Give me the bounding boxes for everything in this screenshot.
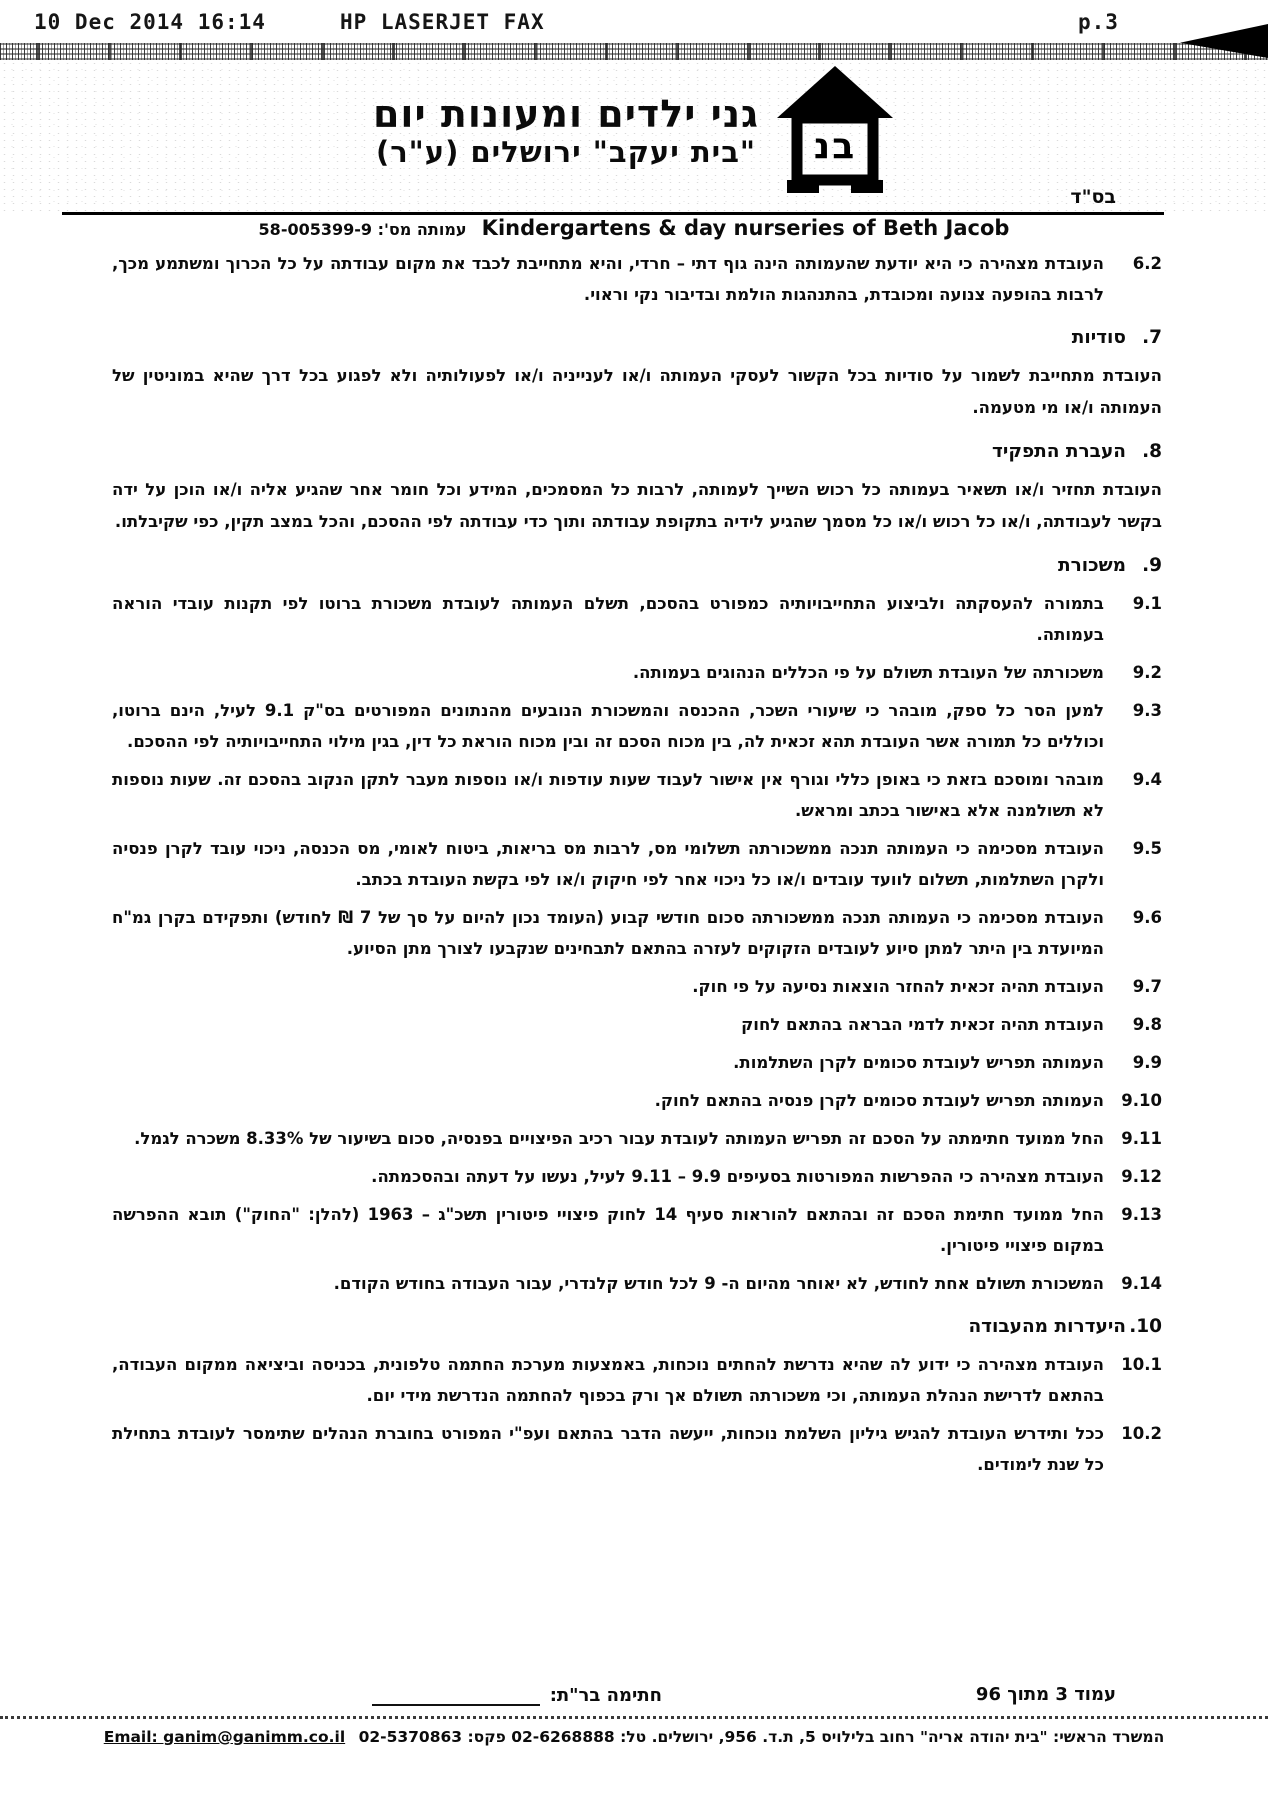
clause-number: 9.5 <box>1132 839 1162 858</box>
clause-text: מובהר ומוסכם בזאת כי באופן כללי וגורף אין אישור לעבוד שעות עודפות ו/או נוספות מעבר לתקן הנקוב בהסכם זה. שעות נוספות לא תשולמנה אלא באישור בכתב ומראש. <box>112 770 1104 820</box>
contract-clause <box>112 695 1162 757</box>
contract-clause <box>112 1009 1162 1040</box>
clause-text: העובדת תהיה זכאית לדמי הבראה בהתאם לחוק <box>741 1015 1104 1034</box>
clause-text: משכורת <box>1057 555 1126 576</box>
clause-text: העובדת מצהירה כי ידוע לה שהיא נדרשת להחתים נוכחות, באמצעות מערכת החתמה טלפונית, בכניסה וביציאה ממקום העבודה, בהתאם לדרישת הנהלת העמותה, וכי משכורתה תשולם אך ורק בכפוף להחתמה הנדרשת מידי יום. <box>112 1355 1104 1405</box>
clause-number: 7. <box>1142 327 1162 348</box>
logo-row <box>0 60 1268 198</box>
clause-number: 9. <box>1142 555 1162 576</box>
contract-clause <box>112 1418 1162 1480</box>
house-logo-icon <box>775 64 895 198</box>
clause-text: העובדת תהיה זכאית להחזר הוצאות נסיעה על פי חוק. <box>692 977 1104 996</box>
clause-number: 9.6 <box>1132 908 1162 927</box>
contract-clause <box>112 971 1162 1002</box>
fax-timestamp: 10 Dec 2014 16:14 <box>34 10 266 34</box>
clause-number: 9.1 <box>1132 594 1162 613</box>
organization-name-english: Kindergartens & day nurseries of Beth Jacob <box>481 216 1010 240</box>
contract-sections <box>0 240 1268 1487</box>
contract-clause <box>112 248 1162 310</box>
page-indicator: עמוד 3 מתוך 96 <box>975 1684 1116 1705</box>
contract-clause <box>112 360 1162 424</box>
contract-clause <box>112 1123 1162 1154</box>
clause-number: 9.10 <box>1121 1091 1162 1110</box>
clause-text: בתמורה להעסקתה ולביצוע התחייבויותיה כמפורט בהסכם, תשלם העמותה לעובדת משכורת ברוטו לפי תקנות עובדי הוראה בעמותה. <box>112 594 1104 644</box>
signature-label: חתימה בר"ת: <box>549 1685 662 1706</box>
clause-number: 9.7 <box>1132 977 1162 996</box>
clause-text: העובדת מסכימה כי העמותה תנכה ממשכורתה סכום חודשי קבוע (העומד נכון להיום על סך של 7 ₪ לחודש) ותפקידם בקרן גמ"ח המיועדת בין היתר למתן סיוע לעובדים הזקוקים לעזרה בהתאם לתבחינים שנקבעו לצורך מתן הסיוע. <box>112 908 1104 958</box>
clause-text: העמותה תפריש לעובדת סכומים לקרן השתלמות. <box>733 1053 1104 1072</box>
clause-text: היעדרות מהעבודה <box>968 1316 1126 1337</box>
clause-text: למען הסר כל ספק, מובהר כי שיעורי השכר, ההכנסה והמשכורת הנובעים מהנתונים המפורטים בס"ק 9.1 לעיל, הינם ברוטו, וכוללים כל תמורה אשר העובדת תהא זכאית לה, בין מכוח הסכם זה ובין מכוח הוראת כל דין, בגין מילוי התחייבויותיה לפי ההסכם. <box>112 701 1104 751</box>
letterhead <box>0 60 1268 212</box>
clause-number: 10.1 <box>1121 1355 1162 1374</box>
clause-text: סודיות <box>1071 327 1126 348</box>
contract-clause <box>112 833 1162 895</box>
clause-text: העובדת מסכימה כי העמותה תנכה ממשכורתה תשלומי מס, לרבות מס בריאות, ביטוח לאומי, מס הכנסה, ניכוי עובד לקרן פנסיה ולקרן השתלמות, תשלום לוועד עובדים ו/או כל ניכוי אחר לפי חיקוק ו/או לפי בקשת העובדת בכתב. <box>112 839 1104 889</box>
clause-text: העברת התפקיד <box>992 441 1126 462</box>
clause-number: 9.8 <box>1132 1015 1162 1034</box>
contract-clause <box>112 1268 1162 1299</box>
clause-number: 9.13 <box>1121 1205 1162 1224</box>
clause-text: ככל ותידרש העובדת להגיש גיליון השלמת נוכחות, ייעשה הדבר בהתאם ועפ"י המפורט בחוברת הנהלים שתימסר לעובדת בתחילת כל שנת לימודים. <box>112 1424 1104 1474</box>
contract-clause <box>112 1349 1162 1411</box>
section-heading <box>112 551 1162 581</box>
clause-text: החל ממועד חתימתה על הסכם זה תפריש העמותה לעובדת עבור רכיב הפיצויים בפנסיה, סכום בשיעור של 8.33% משכרה לגמל. <box>134 1129 1104 1148</box>
bsd-mark: בס"ד <box>1070 186 1116 208</box>
clause-number: 9.3 <box>1132 701 1162 720</box>
letterhead-subtitle <box>0 216 1268 240</box>
contract-clause <box>112 902 1162 964</box>
contract-clause <box>112 1047 1162 1078</box>
section-heading <box>112 323 1162 353</box>
clause-number: 10. <box>1129 1316 1162 1337</box>
letterhead-divider <box>62 212 1164 215</box>
fax-noise-band <box>0 43 1268 60</box>
clause-number: 10.2 <box>1121 1424 1162 1443</box>
contact-line <box>0 1728 1268 1746</box>
fax-page-number: p.3 <box>1078 10 1119 34</box>
head-office-address: המשרד הראשי: "בית יהודה אריה" רחוב בלילויס 5, ת.ד. 956, ירושלים. טל: 02-6268888 פקס: 02-5370863 <box>358 1728 1165 1746</box>
footer-row <box>0 1684 1268 1714</box>
organization-title-line1: גני ילדים ומעונות יום <box>372 92 760 137</box>
clause-text: החל ממועד חתימת הסכם זה ובהתאם להוראות סעיף 14 לחוק פיצויי פיטורין תשכ"ג – 1963 (להלן: "החוק") תובא ההפרשה במקום פיצויי פיטורין. <box>112 1205 1104 1255</box>
clause-number: 9.12 <box>1121 1167 1162 1186</box>
contract-clause <box>112 657 1162 688</box>
section-heading <box>112 1312 1162 1342</box>
clause-text: המשכורת תשולם אחת לחודש, לא יאוחר מהיום ה- 9 לכל חודש קלנדרי, עבור העבודה בחודש הקודם. <box>333 1274 1104 1293</box>
clause-number: 8. <box>1142 441 1162 462</box>
contract-clause <box>112 1085 1162 1116</box>
clause-text: העובדת מצהירה כי ההפרשות המפורטות בסעיפים 9.9 – 9.11 לעיל, נעשו על דעתה ובהסכמתה. <box>371 1167 1104 1186</box>
clause-number: 9.4 <box>1132 770 1162 789</box>
clause-number: 9.2 <box>1132 663 1162 682</box>
logo-letters: בנ <box>813 126 857 167</box>
email-address: Email: ganim@ganimm.co.il <box>103 1728 346 1746</box>
signature-blank-line <box>372 1684 540 1706</box>
footer-divider <box>0 1716 1268 1719</box>
clause-number: 9.11 <box>1121 1129 1162 1148</box>
clause-text: משכורתה של העובדת תשולם על פי הכללים הנהוגים בעמותה. <box>632 663 1104 682</box>
contract-clause <box>112 1161 1162 1192</box>
fax-transmission-header <box>0 0 1268 34</box>
contract-clause <box>112 1199 1162 1261</box>
clause-number: 9.14 <box>1121 1274 1162 1293</box>
clause-text: העובדת מצהירה כי היא יודעת שהעמותה הינה גוף דתי – חרדי, והיא מתחייבת לכבד את מקום עבודתה על כל הכרוך ומשתמע מכך, לרבות בהופעה צנועה ומכובדת, בהתנהגות הולמת ובדיבור נקי וראוי. <box>112 254 1104 304</box>
contract-clause <box>112 764 1162 826</box>
fax-device-name: HP LASERJET FAX <box>339 10 545 34</box>
clause-text: העובדת תחזיר ו/או תשאיר בעמותה כל רכוש השייך לעמותה, לרבות כל המסמכים, המידע וכל חומר אחר שהגיע אליה ו/או הוכן על ידה בקשר לעבודתה, ו/או כל רכוש ו/או כל מסמך שהגיע לידיה בתקופת עבודתה ותוך כדי עבודתה לפי ההסכם, והכל במצב תקין, כפי שקיבלתו. <box>112 480 1162 531</box>
organization-title <box>373 93 759 168</box>
clause-number: 9.9 <box>1132 1053 1162 1072</box>
contract-clause <box>112 474 1162 538</box>
clause-text: העובדת מתחייבת לשמור על סודיות בכל הקשור לעסקי העמותה ו/או לענייניה ו/או לפעולותיה ולא לפגוע בכל דרך שהיא במוניטין של העמותה ו/או מי מטעמה. <box>112 366 1162 417</box>
registration-number: עמותה מס': 58-005399-9 <box>258 220 467 239</box>
clause-number: 6.2 <box>1132 254 1162 273</box>
clause-text: העמותה תפריש לעובדת סכומים לקרן פנסיה בהתאם לחוק. <box>654 1091 1104 1110</box>
section-heading <box>112 437 1162 467</box>
contract-clause <box>112 588 1162 650</box>
organization-title-line2: "בית יעקב" ירושלים (ע"ר) <box>375 135 757 170</box>
signature-block <box>372 1684 662 1706</box>
